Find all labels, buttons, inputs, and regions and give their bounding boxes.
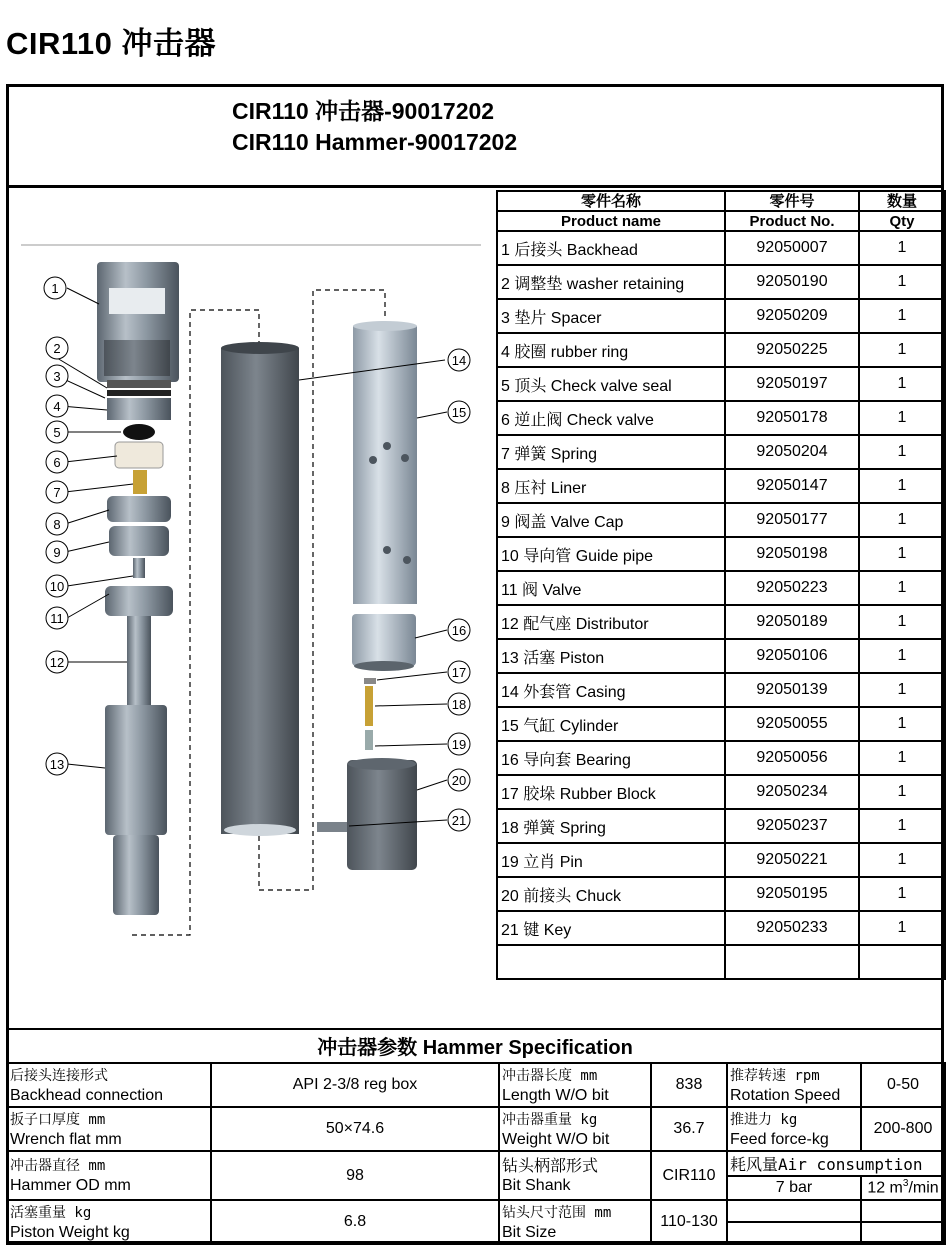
spec-feed-en: Feed force-kg <box>730 1130 829 1148</box>
spec-od-en: Hammer OD mm <box>10 1177 131 1194</box>
svg-text:7: 7 <box>53 485 61 500</box>
svg-text:10: 10 <box>49 579 65 594</box>
spec-row-3a <box>7 1151 945 1176</box>
svg-text:21: 21 <box>451 813 467 828</box>
table-row <box>497 469 945 503</box>
part-qty: 1 <box>859 911 945 945</box>
part-number: 92050223 <box>725 571 859 605</box>
header-product-no-en: Product No. <box>725 211 859 231</box>
part-name: 3 垫片 Spacer <box>497 299 725 333</box>
part-number: 92050233 <box>725 911 859 945</box>
callout-8 <box>46 513 68 535</box>
spec-wrench-en: Wrench flat mm <box>10 1130 122 1148</box>
callout-2 <box>46 337 68 359</box>
empty-cell <box>727 1200 861 1222</box>
spec-air-label: 耗风量Air consumption <box>727 1151 945 1176</box>
spec-bitsize-en: Bit Size <box>502 1223 557 1241</box>
part-number: 92050197 <box>725 367 859 401</box>
part-number: 92050225 <box>725 333 859 367</box>
part-name: 7 弹簧 Spring <box>497 435 725 469</box>
part-name: 12 配气座 Distributor <box>497 605 725 639</box>
part-6-check-valve <box>115 442 163 468</box>
spec-row-1 <box>7 1063 945 1107</box>
part-number: 92050189 <box>725 605 859 639</box>
part-qty: 1 <box>859 231 945 265</box>
spec-weight-label <box>499 1107 651 1151</box>
svg-text:16: 16 <box>451 623 467 638</box>
callout-12 <box>46 651 68 673</box>
spec-shank-label <box>499 1151 651 1200</box>
spec-backhead-label <box>7 1063 211 1107</box>
table-row <box>497 707 945 741</box>
spec-rpm-en: Rotation Speed <box>730 1086 841 1104</box>
part-name: 4 胶圈 rubber ring <box>497 333 725 367</box>
callout-13 <box>46 753 68 775</box>
document-title <box>6 84 944 188</box>
title-en: CIR110 Hammer-90017202 <box>232 129 518 155</box>
table-row <box>497 741 945 775</box>
part-20-chuck <box>347 758 417 870</box>
parts-header-row-en <box>497 211 945 231</box>
part-14-casing <box>221 342 299 836</box>
part-number: 92050209 <box>725 299 859 333</box>
part-qty: 1 <box>859 401 945 435</box>
page-heading: CIR110 冲击器 <box>6 26 217 61</box>
part-number: 92050007 <box>725 231 859 265</box>
exploded-view-svg <box>9 190 495 1026</box>
part-qty: 1 <box>859 503 945 537</box>
spec-weight-en: Weight W/O bit <box>502 1130 610 1148</box>
spec-piston-cn: 活塞重量 kg <box>10 1204 92 1221</box>
empty-cell <box>861 1222 945 1244</box>
spec-air-flow-num: 12 m <box>867 1179 903 1197</box>
spec-air-flow-unit: /min <box>908 1179 939 1197</box>
part-qty: 1 <box>859 537 945 571</box>
part-name: 17 胶垛 Rubber Block <box>497 775 725 809</box>
spec-piston-label <box>7 1200 211 1244</box>
part-number: 92050221 <box>725 843 859 877</box>
callout-15 <box>448 401 470 423</box>
part-10-guide-pipe <box>133 558 145 578</box>
part-name: 19 立肖 Pin <box>497 843 725 877</box>
spec-bitsize-value: 110-130 <box>651 1200 727 1244</box>
part-qty: 1 <box>859 843 945 877</box>
spec-length-value: 838 <box>651 1063 727 1107</box>
part-15-cylinder <box>353 321 417 604</box>
callout-19 <box>448 733 470 755</box>
svg-text:9: 9 <box>53 545 61 560</box>
part-number: 92050198 <box>725 537 859 571</box>
callout-4 <box>46 395 68 417</box>
spec-row-4a <box>7 1200 945 1222</box>
svg-text:12: 12 <box>49 655 65 670</box>
spec-wrench-value: 50×74.6 <box>211 1107 499 1151</box>
empty-cell <box>725 945 859 979</box>
spec-piston-en: Piston Weight kg <box>10 1223 130 1241</box>
callout-9 <box>46 541 68 563</box>
spec-rpm-cn: 推荐转速 rpm <box>730 1067 820 1084</box>
callout-14 <box>448 349 470 371</box>
svg-text:20: 20 <box>451 773 467 788</box>
spec-air-flow-exp: 3 <box>902 1178 909 1190</box>
svg-text:11: 11 <box>50 611 64 626</box>
part-number: 92050177 <box>725 503 859 537</box>
svg-text:4: 4 <box>53 399 61 414</box>
empty-cell <box>727 1222 861 1244</box>
table-row-empty <box>497 945 945 979</box>
part-name: 15 气缸 Cylinder <box>497 707 725 741</box>
svg-text:13: 13 <box>49 757 65 772</box>
empty-cell <box>497 945 725 979</box>
part-number: 92050139 <box>725 673 859 707</box>
part-number: 92050178 <box>725 401 859 435</box>
spec-od-cn: 冲击器直径 mm <box>10 1158 106 1174</box>
part-number: 92050195 <box>725 877 859 911</box>
spec-wrench-cn: 扳子口厚度 mm <box>10 1111 106 1128</box>
part-qty: 1 <box>859 571 945 605</box>
part-qty: 1 <box>859 299 945 333</box>
spec-length-cn: 冲击器长度 mm <box>502 1067 598 1084</box>
spec-shank-cn: 钻头柄部形式 <box>502 1157 599 1175</box>
part-18-spring <box>365 686 373 726</box>
exploded-view-figure <box>9 190 495 1026</box>
part-name: 18 弹簧 Spring <box>497 809 725 843</box>
callout-5 <box>46 421 68 443</box>
spec-shank-en: Bit Shank <box>502 1176 571 1194</box>
callout-1 <box>44 277 66 299</box>
table-row <box>497 265 945 299</box>
parts-header-row-cn <box>497 191 945 211</box>
table-row <box>497 877 945 911</box>
part-16-bearing <box>352 614 416 671</box>
spec-backhead-en: Backhead connection <box>10 1086 163 1104</box>
part-9-valve-cap <box>109 526 169 556</box>
part-number: 92050106 <box>725 639 859 673</box>
part-qty: 1 <box>859 367 945 401</box>
header-qty-en: Qty <box>859 211 945 231</box>
part-qty: 1 <box>859 877 945 911</box>
callout-18 <box>448 693 470 715</box>
title-cn: CIR110 冲击器-90017202 <box>232 98 495 124</box>
part-7-spring <box>133 470 147 494</box>
svg-text:2: 2 <box>53 341 61 356</box>
part-qty: 1 <box>859 741 945 775</box>
part-name: 20 前接头 Chuck <box>497 877 725 911</box>
table-row <box>497 809 945 843</box>
spec-length-en: Length W/O bit <box>502 1086 609 1104</box>
part-name: 9 阀盖 Valve Cap <box>497 503 725 537</box>
svg-text:14: 14 <box>451 353 467 368</box>
part-qty: 1 <box>859 265 945 299</box>
callout-16 <box>448 619 470 641</box>
part-name: 8 压衬 Liner <box>497 469 725 503</box>
part-qty: 1 <box>859 605 945 639</box>
part-number: 92050234 <box>725 775 859 809</box>
spec-bitsize-cn: 钻头尺寸范围 mm <box>502 1204 612 1221</box>
spec-wrench-label <box>7 1107 211 1151</box>
header-qty-cn: 数量 <box>859 191 945 211</box>
svg-text:18: 18 <box>451 697 467 712</box>
part-number: 92050190 <box>725 265 859 299</box>
table-row <box>497 571 945 605</box>
part-name: 13 活塞 Piston <box>497 639 725 673</box>
part-8-liner <box>107 496 171 522</box>
spec-piston-value: 6.8 <box>211 1200 499 1244</box>
callout-17 <box>448 661 470 683</box>
empty-cell <box>861 1200 945 1222</box>
callout-3 <box>46 365 68 387</box>
table-row <box>497 299 945 333</box>
part-name: 21 键 Key <box>497 911 725 945</box>
parts-table <box>496 190 946 980</box>
part-qty: 1 <box>859 469 945 503</box>
part-19-pin <box>365 730 373 750</box>
table-row <box>497 435 945 469</box>
spec-title: 冲击器参数 Hammer Specification <box>9 1028 941 1062</box>
part-qty: 1 <box>859 639 945 673</box>
part-1-backhead <box>97 262 179 382</box>
spec-od-label <box>7 1151 211 1200</box>
table-row <box>497 673 945 707</box>
header-product-name-en: Product name <box>497 211 725 231</box>
table-row <box>497 843 945 877</box>
part-number: 92050147 <box>725 469 859 503</box>
part-number: 92050204 <box>725 435 859 469</box>
part-name: 6 逆止阀 Check valve <box>497 401 725 435</box>
part-name: 10 导向管 Guide pipe <box>497 537 725 571</box>
spec-weight-cn: 冲击器重量 kg <box>502 1111 598 1128</box>
spec-rpm-label <box>727 1063 861 1107</box>
part-qty: 1 <box>859 333 945 367</box>
callout-11 <box>46 607 68 629</box>
part-qty: 1 <box>859 435 945 469</box>
svg-text:6: 6 <box>53 455 61 470</box>
part-qty: 1 <box>859 809 945 843</box>
spec-feed-label <box>727 1107 861 1151</box>
callout-10 <box>46 575 68 597</box>
svg-text:17: 17 <box>451 665 467 680</box>
part-12-distributor <box>127 616 151 706</box>
header-product-no-cn: 零件号 <box>725 191 859 211</box>
spec-feed-cn: 推进力 kg <box>730 1111 798 1128</box>
spec-air-flow <box>861 1176 945 1200</box>
spec-table <box>6 1062 946 1245</box>
part-name: 14 外套管 Casing <box>497 673 725 707</box>
part-name: 1 后接头 Backhead <box>497 231 725 265</box>
table-row <box>497 401 945 435</box>
spec-backhead-cn: 后接头连接形式 <box>10 1067 108 1084</box>
part-name: 5 顶头 Check valve seal <box>497 367 725 401</box>
svg-text:1: 1 <box>51 281 59 296</box>
table-row <box>497 911 945 945</box>
part-qty: 1 <box>859 707 945 741</box>
part-5-check-valve-seal <box>123 424 155 440</box>
callout-21 <box>448 809 470 831</box>
svg-text:3: 3 <box>53 369 61 384</box>
spec-row-2 <box>7 1107 945 1151</box>
part-name: 11 阀 Valve <box>497 571 725 605</box>
table-row <box>497 333 945 367</box>
empty-cell <box>859 945 945 979</box>
spec-length-label <box>499 1063 651 1107</box>
part-name: 2 调整垫 washer retaining <box>497 265 725 299</box>
callout-20 <box>448 769 470 791</box>
part-number: 92050237 <box>725 809 859 843</box>
svg-text:8: 8 <box>53 517 61 532</box>
spec-od-value: 98 <box>211 1151 499 1200</box>
table-row <box>497 503 945 537</box>
part-21-key <box>317 822 347 832</box>
svg-text:15: 15 <box>451 405 467 420</box>
part-17-rubber-block <box>364 678 376 684</box>
spec-air-pressure: 7 bar <box>727 1176 861 1200</box>
spec-backhead-value: API 2-3/8 reg box <box>211 1063 499 1107</box>
part-11-valve <box>105 586 173 616</box>
svg-text:19: 19 <box>451 737 467 752</box>
table-row <box>497 775 945 809</box>
callout-7 <box>46 481 68 503</box>
part-13-piston <box>105 705 167 915</box>
table-row <box>497 639 945 673</box>
part-number: 92050055 <box>725 707 859 741</box>
table-row <box>497 537 945 571</box>
part-2-4-rings <box>107 380 171 420</box>
part-number: 92050056 <box>725 741 859 775</box>
spec-weight-value: 36.7 <box>651 1107 727 1151</box>
callout-6 <box>46 451 68 473</box>
part-qty: 1 <box>859 775 945 809</box>
spec-rpm-value: 0-50 <box>861 1063 945 1107</box>
svg-text:5: 5 <box>53 425 61 440</box>
spec-feed-value: 200-800 <box>861 1107 945 1151</box>
table-row <box>497 605 945 639</box>
table-row <box>497 231 945 265</box>
part-qty: 1 <box>859 673 945 707</box>
header-product-name-cn: 零件名称 <box>497 191 725 211</box>
part-name: 16 导向套 Bearing <box>497 741 725 775</box>
spec-bitsize-label <box>499 1200 651 1244</box>
table-row <box>497 367 945 401</box>
spec-shank-value: CIR110 <box>651 1151 727 1200</box>
